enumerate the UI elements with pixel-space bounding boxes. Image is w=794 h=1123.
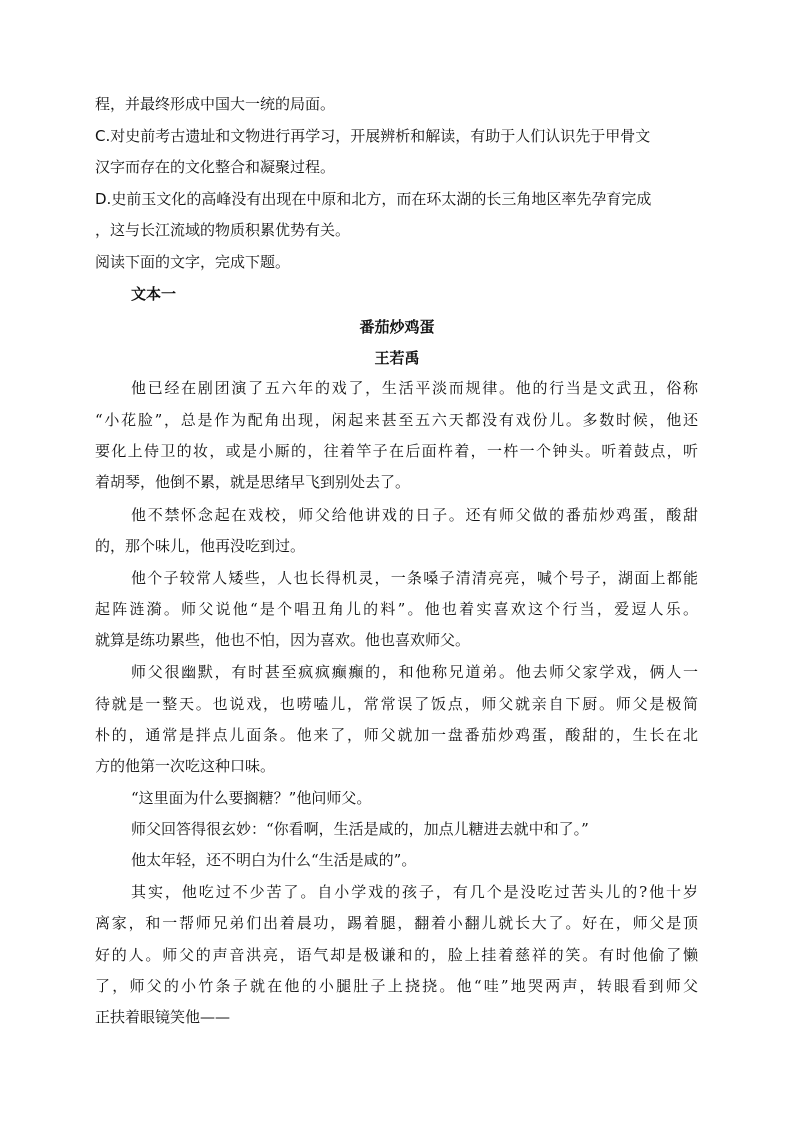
body-line-6: 的，那个味儿，他再没吃到过。: [95, 537, 306, 555]
body-line-4: 着胡琴，他倒不累，就是思绪早飞到别处去了。: [95, 473, 411, 491]
option-c-line-2: 汉字而存在的文化整合和凝聚过程。: [95, 158, 336, 176]
option-d-line-2: ，这与长江流域的物质积累优势有关。: [95, 221, 351, 239]
body-line-20: 了，师父的小竹条子就在他的小腿肚子上挠挠。他“哇”地哭两声，转眼看到师父: [95, 977, 698, 995]
option-c-line-1: C.对史前考古遗址和文物进行再学习，开展辨析和解读，有助于人们认识先于甲骨文: [95, 127, 651, 145]
body-line-17: 其实，他吃过不少苦了。自小学戏的孩子，有几个是没吃过苦头儿的?他十岁: [131, 883, 698, 901]
body-line-8: 起阵涟漪。师父说他“是个唱丑角儿的料”。他也着实喜欢这个行当，爱逗人乐。: [95, 600, 698, 618]
body-line-11: 待就是一整天。也说戏，也唠嗑儿，常常误了饭点，师父就亲自下厨。师父是极简: [95, 695, 698, 713]
body-line-12: 朴的，通常是拌点儿面条。他来了，师父就加一盘番茄炒鸡蛋，酸甜的，生长在北: [95, 726, 698, 744]
story-author: 王若禹: [374, 349, 420, 367]
body-line-16: 他太年轻，还不明白为什么“生活是咸的”。: [131, 851, 417, 869]
body-line-1: 他已经在剧团演了五六年的戏了，生活平淡而规律。他的行当是文武丑，俗称: [131, 379, 698, 397]
body-line-9: 就算是练功累些，他也不怕，因为喜欢。他也喜欢师父。: [95, 631, 471, 649]
body-line-18: 离家，和一帮师兄弟们出着晨功，踢着腿，翻着小翻儿就长大了。好在，师父是顶: [95, 914, 698, 932]
body-line-3: 要化上侍卫的妆，或是小厮的，往着竿子在后面杵着，一杵一个钟头。听着鼓点，听: [95, 442, 698, 460]
body-line-2: “小花脸”，总是作为配角出现，闲起来甚至五六天都没有戏份儿。多数时候，他还: [95, 411, 698, 429]
option-d-line-1: D.史前玉文化的高峰没有出现在中原和北方，而在环太湖的长三角地区率先孕育完成: [95, 190, 652, 208]
body-line-10: 师父很幽默，有时甚至疯疯癫癫的，和他称兄道弟。他去师父家学戏，俩人一: [131, 663, 698, 681]
story-title: 番茄炒鸡蛋: [359, 318, 435, 336]
reading-instruction: 阅读下面的文字，完成下题。: [95, 253, 291, 271]
body-line-5: 他不禁怀念起在戏校，师父给他讲戏的日子。还有师父做的番茄炒鸡蛋，酸甜: [131, 506, 698, 524]
body-line-19: 好的人。师父的声音洪亮，语气却是极谦和的，脸上挂着慈祥的笑。有时他偷了懒: [95, 946, 698, 964]
body-line-15: 师父回答得很玄妙：“你看啊，生活是咸的，加点儿糖进去就中和了。”: [131, 820, 589, 838]
intro-line-1: 程，并最终形成中国大一统的局面。: [95, 95, 336, 113]
section-label: 文本一: [131, 285, 177, 303]
body-line-13: 方的他第一次吃这种口味。: [95, 757, 276, 775]
body-line-7: 他个子较常人矮些，人也长得机灵，一条嗓子清清亮亮，喊个号子，湖面上都能: [131, 569, 698, 587]
body-line-21: 正扶着眼镜笑他——: [95, 1008, 231, 1026]
body-line-14: “这里面为什么要搁糖？”他问师父。: [131, 789, 372, 807]
